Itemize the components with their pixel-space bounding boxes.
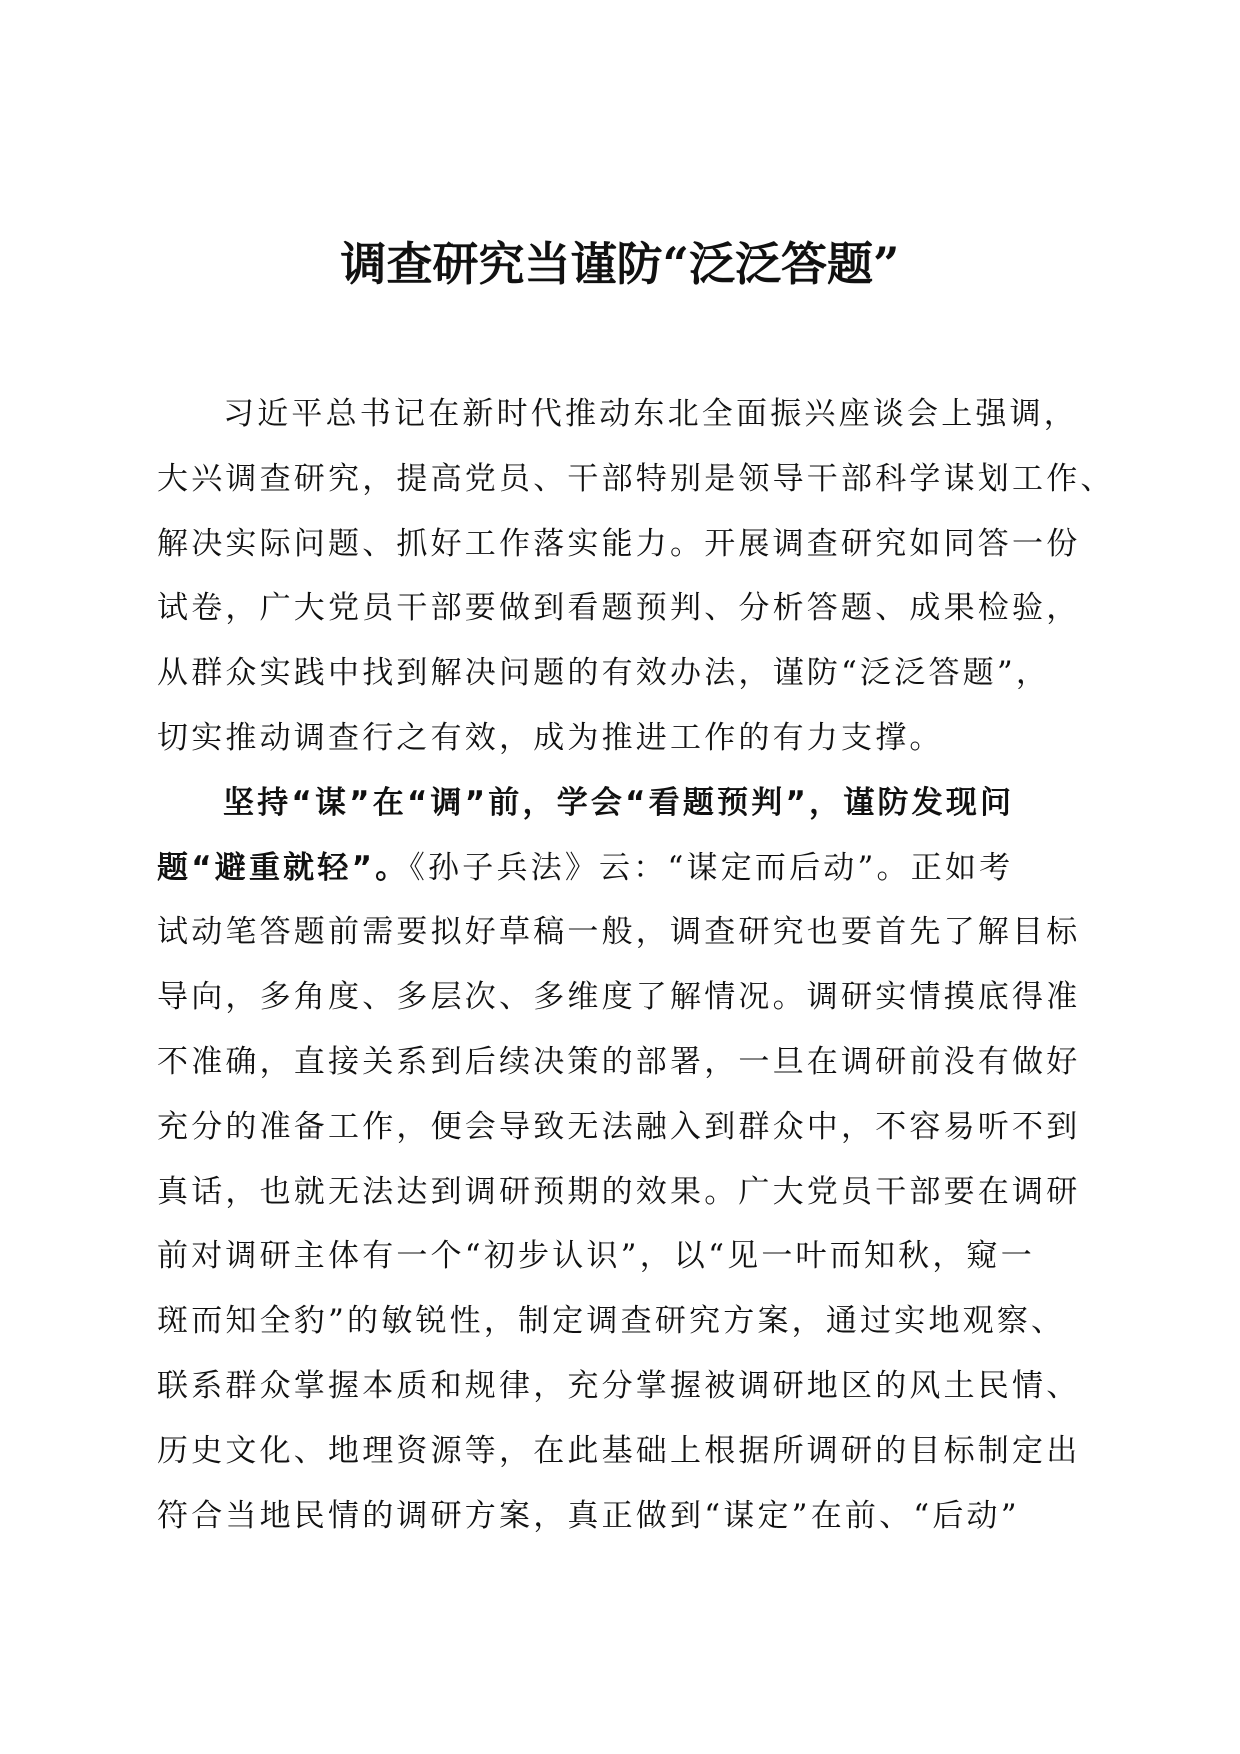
document-body [157,382,1117,1548]
paragraph-2 [157,771,1117,1549]
paragraph-line: 真话，也就无法达到调研预期的效果。广大党员干部要在调研 [157,1173,1081,1210]
paragraph-line: 切实推动调查行之有效，成为推进工作的有力支撑。 [157,719,944,756]
paragraph-line: 从群众实践中找到解决问题的有效办法，谨防“泛泛答题”， [157,655,1051,692]
paragraph-line: 导向，多角度、多层次、多维度了解情况。调研实情摸底得准 [157,979,1081,1016]
paragraph-line: 联系群众掌握本质和规律，充分掌握被调研地区的风土民情、 [157,1367,1081,1404]
paragraph-line: 习近平总书记在新时代推动东北全面振兴座谈会上强调， [223,396,1078,432]
document-title: 调查研究当谨防“泛泛答题” [340,237,900,291]
paragraph-line: 前对调研主体有一个“初步认识”，以“见一叶而知秋，窥一 [157,1238,1035,1275]
paragraph-line: 解决实际问题、抓好工作落实能力。开展调查研究如同答一份 [157,525,1081,562]
paragraph-line: 不准确，直接关系到后续决策的部署，一旦在调研前没有做好 [157,1043,1081,1080]
paragraph-line: 充分的准备工作，便会导致无法融入到群众中，不容易听不到 [157,1108,1081,1145]
paragraph-1 [157,382,1117,771]
paragraph-line: 大兴调查研究，提高党员、干部特别是领导干部科学谋划工作、 [157,460,1115,497]
paragraph-line: 符合当地民情的调研方案，真正做到“谋定”在前、“后动” [157,1497,1020,1534]
paragraph-line [157,836,1117,901]
paragraph-line: 试动笔答题前需要拟好草稿一般，调查研究也要首先了解目标 [157,914,1081,951]
section-heading-line: 坚持“谋”在“调”前，学会“看题预判”，谨防发现问 [223,784,1015,821]
section-heading-end: 题“避重就轻”。 [157,849,410,886]
paragraph-line: 斑而知全豹”的敏锐性，制定调查研究方案，通过实地观察、 [157,1303,1066,1340]
paragraph-line: 历史文化、地理资源等，在此基础上根据所调研的目标制定出 [157,1432,1081,1469]
paragraph-line: 试卷，广大党员干部要做到看题预判、分析答题、成果检验， [157,590,1081,627]
paragraph-text: 《孙子兵法》云：“谋定而后动”。正如考 [409,849,1014,886]
